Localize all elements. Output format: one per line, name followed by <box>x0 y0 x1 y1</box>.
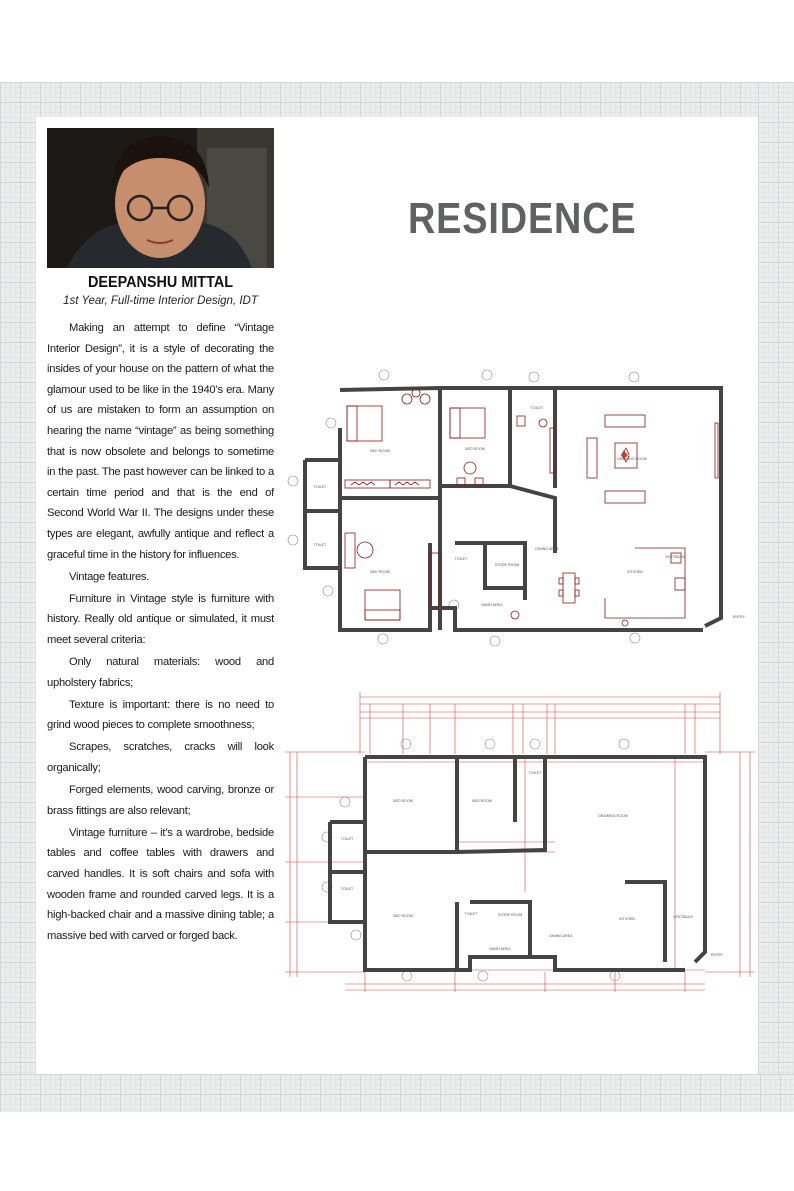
author-subtitle: 1st Year, Full-time Interior Design, IDT <box>63 295 258 307</box>
dim-label-entry: ENTRY <box>710 953 724 957</box>
grid-background-top <box>0 82 794 117</box>
dim-label-bedroom-3: BED ROOM <box>393 914 413 918</box>
paragraph: Texture is important: there is no need to grind wood pieces to complete smoothness; <box>47 698 274 732</box>
page-heading: RESIDENCE <box>408 194 637 243</box>
room-label-vestibule: VESTIBULE <box>665 555 685 559</box>
grid-background-bottom <box>0 1074 794 1112</box>
dim-label-toilet-4: TOILET <box>464 912 478 916</box>
room-label-wash-area: WASH AREA <box>481 603 503 607</box>
furnished-floor-plan <box>285 368 760 653</box>
paragraph: Making an attempt to define “Vintage Interior Design”, it is a style of decorating the insides of your house on the pattern of what the glamour used to be like in the 1940’s era. Many of us are mistaken to form an assumption on hearing the name “vintage” as being something that is now obsolete and belongs to sometime in the past. The past however can be linked to a certain time period and that is the end of Second World War II. The designs under these types are elegant, awfully antique and reflect a graceful time in the history for influences. <box>47 322 274 561</box>
paragraph: Forged elements, wood carving, bronze or brass fittings are also relevant; <box>47 784 274 817</box>
dim-label-vestibule: VESTIBULE <box>673 915 693 919</box>
dim-label-bedroom-2: BED ROOM <box>472 799 492 803</box>
grid-background-left <box>0 82 36 1112</box>
dim-label-kitchen: KITCHEN <box>619 917 635 921</box>
room-label-toilet-2: TOILET <box>313 485 327 489</box>
article-body <box>47 318 274 948</box>
room-label-bedroom-2: BED ROOM <box>465 447 485 451</box>
room-label-drawing-room: DRAWING ROOM <box>617 457 647 461</box>
dim-label-bedroom-1: BED ROOM <box>393 799 413 803</box>
room-label-toilet-1: TOILET <box>530 406 544 410</box>
dim-label-toilet-1: TOILET <box>528 771 542 775</box>
room-label-dining-area: DINING AREA <box>535 547 559 551</box>
room-label-toilet-4: TOILET <box>454 557 468 561</box>
room-label-bedroom-1: BED ROOM <box>370 449 390 453</box>
dim-label-wash-area: WASH AREA <box>489 947 511 951</box>
dimensioned-floor-plan <box>285 692 760 994</box>
paragraph: Vintage features. <box>69 570 150 583</box>
author-name: DEEPANSHU MITTAL <box>87 274 234 291</box>
paragraph: Scrapes, scratches, cracks will look organically; <box>47 741 274 774</box>
dim-label-toilet-2: TOILET <box>340 837 354 841</box>
dim-label-dining-area: DINING AREA <box>549 934 573 938</box>
grid-background-right <box>758 82 794 1112</box>
room-label-store-room: STORE ROOM <box>494 563 520 567</box>
room-label-toilet-3: TOILET <box>313 543 327 547</box>
dim-label-toilet-3: TOILET <box>340 887 354 891</box>
paragraph: Vintage furniture – it’s a wardrobe, bedside tables and coffee tables with drawers and carved handles. It is soft chairs and sofa with wooden frame and rounded carved legs. It is a high-backed chair and a massive dining table; a massive bed with carved or forged back. <box>47 826 274 942</box>
paragraph: Only natural materials: wood and upholstery fabrics; <box>47 656 274 689</box>
dim-label-store-room: STORE ROOM <box>497 913 523 917</box>
paragraph: Furniture in Vintage style is furniture with history. Really old antique or simulated, it must meet several criteria: <box>47 592 274 646</box>
dim-label-drawing-room: DRAWING ROOM <box>598 814 628 818</box>
author-photo <box>47 128 274 268</box>
room-label-kitchen: KITCHEN <box>627 570 643 574</box>
room-label-entry: ENTRY <box>732 615 746 619</box>
room-label-bedroom-3: BED ROOM <box>370 570 390 574</box>
